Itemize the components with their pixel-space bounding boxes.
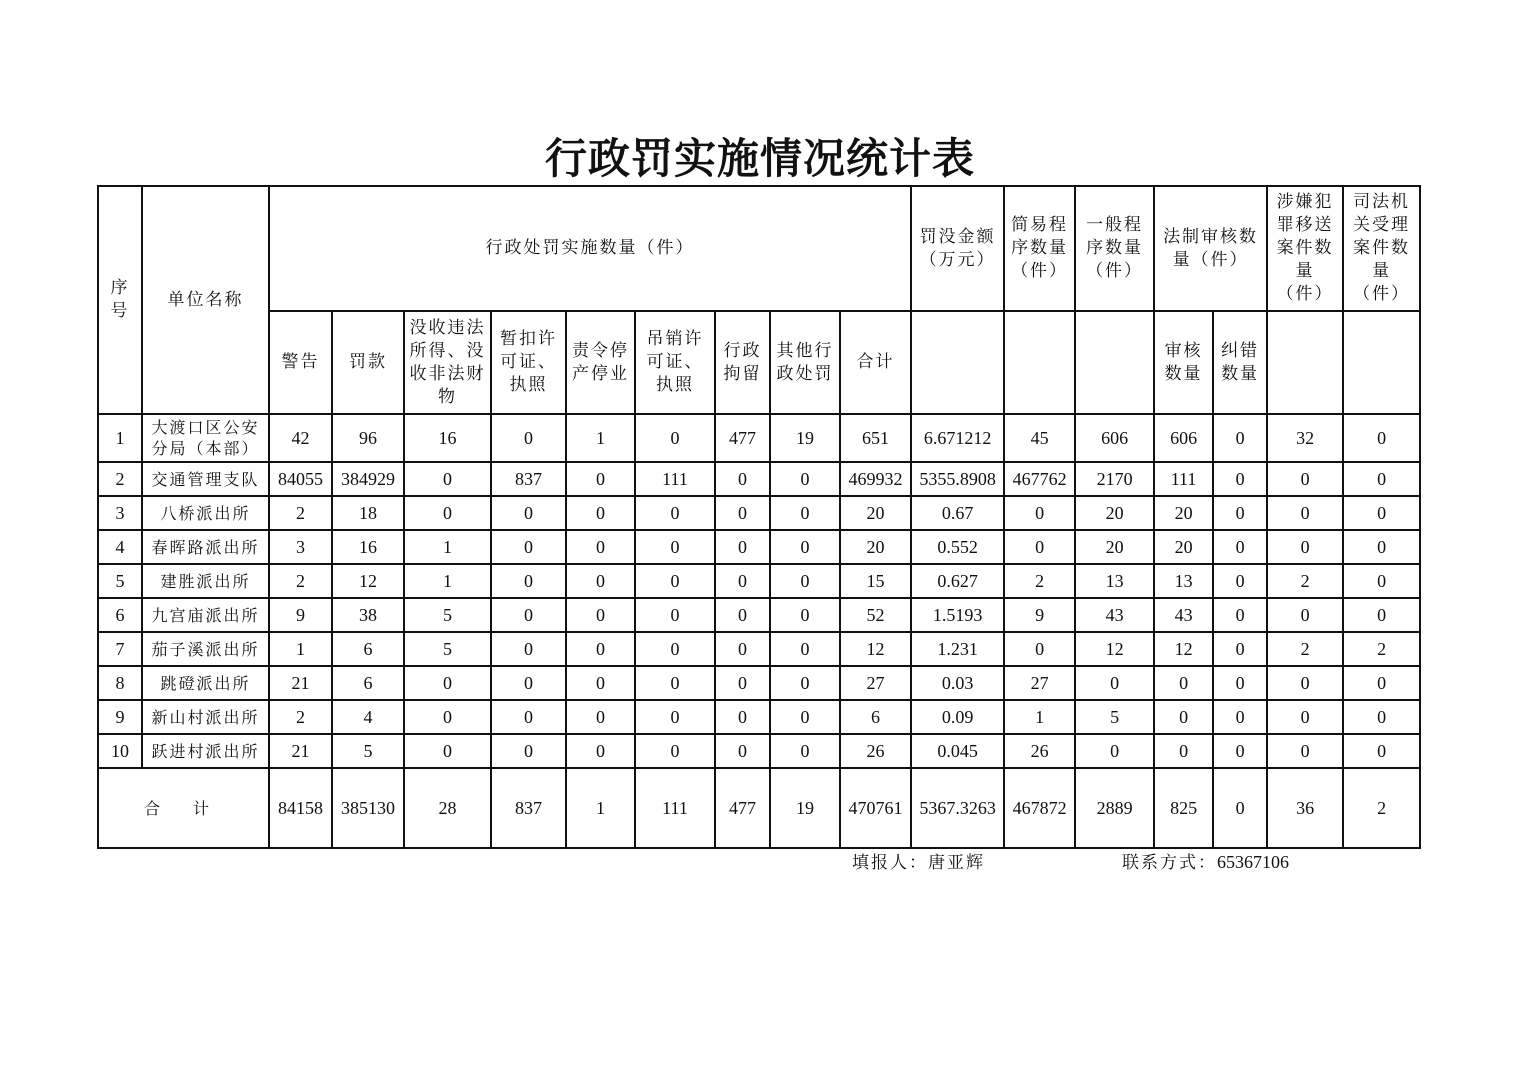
header-simple-procedure-text: 简易程序数量（件） (1011, 215, 1069, 281)
cell-general-procedure: 20 (1075, 496, 1154, 530)
cell-review-count: 43 (1154, 598, 1213, 632)
row-unit-name: 跃进村派出所 (142, 734, 269, 768)
cell-criminal-transfer: 2 (1267, 632, 1343, 666)
cell-confiscation: 0 (404, 462, 491, 496)
total-warning: 84158 (269, 768, 332, 848)
header-subtotal: 合计 (840, 311, 911, 414)
contact-label: 联系方式： (1122, 853, 1217, 873)
cell-correction-count: 0 (1213, 462, 1267, 496)
reporter-label: 填报人： (852, 853, 928, 873)
cell-fine: 5 (332, 734, 404, 768)
header-order-stop (566, 311, 635, 414)
cell-judicial-accept: 0 (1343, 496, 1420, 530)
cell-fine: 12 (332, 564, 404, 598)
row-unit-name: 八桥派出所 (142, 496, 269, 530)
header-review-count-text: 审核数量 (1164, 340, 1203, 384)
cell-subtotal: 20 (840, 530, 911, 564)
cell-general-procedure: 2170 (1075, 462, 1154, 496)
cell-judicial-accept: 0 (1343, 734, 1420, 768)
cell-correction-count: 0 (1213, 414, 1267, 462)
cell-review-count: 606 (1154, 414, 1213, 462)
cell-fine-amount: 0.09 (911, 700, 1004, 734)
cell-revoke-license: 111 (635, 462, 715, 496)
cell-suspend-license: 0 (491, 700, 566, 734)
header-correction-count-text: 纠错数量 (1221, 340, 1260, 384)
total-row (98, 768, 1420, 848)
cell-simple-procedure: 0 (1004, 632, 1075, 666)
cell-confiscation: 5 (404, 598, 491, 632)
total-correction-count: 0 (1213, 768, 1267, 848)
cell-subtotal: 27 (840, 666, 911, 700)
cell-fine-amount: 6.671212 (911, 414, 1004, 462)
cell-other: 0 (770, 462, 840, 496)
row-unit-name: 跳磴派出所 (142, 666, 269, 700)
cell-fine-amount: 1.231 (911, 632, 1004, 666)
cell-suspend-license: 0 (491, 496, 566, 530)
cell-order-stop: 0 (566, 632, 635, 666)
header-suspend-license (491, 311, 566, 414)
cell-order-stop: 0 (566, 462, 635, 496)
cell-review-count: 12 (1154, 632, 1213, 666)
header-confiscation-text: 没收违法所得、没收非法财物 (409, 317, 486, 407)
row-unit-name (142, 414, 269, 462)
row-unit-name: 交通管理支队 (142, 462, 269, 496)
cell-confiscation: 0 (404, 496, 491, 530)
cell-suspend-license: 0 (491, 414, 566, 462)
cell-subtotal: 15 (840, 564, 911, 598)
cell-suspend-license: 0 (491, 530, 566, 564)
cell-correction-count: 0 (1213, 530, 1267, 564)
cell-confiscation: 1 (404, 530, 491, 564)
total-detention: 477 (715, 768, 770, 848)
cell-warning: 42 (269, 414, 332, 462)
cell-fine-amount: 1.5193 (911, 598, 1004, 632)
cell-subtotal: 6 (840, 700, 911, 734)
cell-subtotal: 26 (840, 734, 911, 768)
cell-fine-amount: 5355.8908 (911, 462, 1004, 496)
cell-general-procedure: 0 (1075, 666, 1154, 700)
table-row (98, 414, 1420, 462)
cell-confiscation: 0 (404, 700, 491, 734)
cell-other: 0 (770, 564, 840, 598)
cell-judicial-accept: 0 (1343, 530, 1420, 564)
cell-judicial-accept: 2 (1343, 632, 1420, 666)
cell-simple-procedure: 1 (1004, 700, 1075, 734)
cell-fine-amount: 0.627 (911, 564, 1004, 598)
total-label: 合 计 (98, 768, 269, 848)
header-revoke-license (635, 311, 715, 414)
total-confiscation: 28 (404, 768, 491, 848)
header-simple-procedure (1004, 186, 1075, 311)
cell-fine: 16 (332, 530, 404, 564)
cell-revoke-license: 0 (635, 666, 715, 700)
cell-detention: 0 (715, 734, 770, 768)
header-simple-procedure-blank (1004, 311, 1075, 414)
cell-review-count: 20 (1154, 496, 1213, 530)
cell-warning: 3 (269, 530, 332, 564)
total-criminal-transfer: 36 (1267, 768, 1343, 848)
cell-order-stop: 0 (566, 734, 635, 768)
header-other (770, 311, 840, 414)
cell-order-stop: 1 (566, 414, 635, 462)
cell-criminal-transfer: 0 (1267, 700, 1343, 734)
cell-review-count: 0 (1154, 734, 1213, 768)
row-seq: 10 (98, 734, 142, 768)
cell-correction-count: 0 (1213, 632, 1267, 666)
header-warning: 警告 (269, 311, 332, 414)
cell-fine-amount: 0.552 (911, 530, 1004, 564)
header-criminal-transfer (1267, 186, 1343, 311)
cell-review-count: 13 (1154, 564, 1213, 598)
header-general-procedure (1075, 186, 1154, 311)
header-order-stop-text: 责令停产停业 (572, 340, 629, 384)
cell-other: 0 (770, 666, 840, 700)
header-fine-amount-blank (911, 311, 1004, 414)
header-judicial-accept-blank (1343, 311, 1420, 414)
cell-general-procedure: 20 (1075, 530, 1154, 564)
table-row (98, 666, 1420, 700)
row-seq: 7 (98, 632, 142, 666)
total-revoke-license: 111 (635, 768, 715, 848)
cell-revoke-license: 0 (635, 496, 715, 530)
cell-order-stop: 0 (566, 564, 635, 598)
statistics-table (97, 185, 1421, 849)
total-order-stop: 1 (566, 768, 635, 848)
cell-simple-procedure: 0 (1004, 530, 1075, 564)
header-unit-name: 单位名称 (142, 186, 269, 414)
total-fine: 385130 (332, 768, 404, 848)
header-detention (715, 311, 770, 414)
cell-criminal-transfer: 0 (1267, 530, 1343, 564)
cell-judicial-accept: 0 (1343, 414, 1420, 462)
total-judicial-accept: 2 (1343, 768, 1420, 848)
page-title: 行政罚实施情况统计表 (544, 134, 975, 183)
row-unit-name: 茄子溪派出所 (142, 632, 269, 666)
cell-criminal-transfer: 0 (1267, 598, 1343, 632)
table-row (98, 462, 1420, 496)
row-seq: 5 (98, 564, 142, 598)
cell-general-procedure: 606 (1075, 414, 1154, 462)
cell-fine: 96 (332, 414, 404, 462)
cell-suspend-license: 0 (491, 734, 566, 768)
cell-confiscation: 16 (404, 414, 491, 462)
cell-fine: 38 (332, 598, 404, 632)
row-seq: 1 (98, 414, 142, 462)
cell-other: 0 (770, 496, 840, 530)
header-suspend-license-text: 暂扣许可证、执照 (500, 329, 557, 395)
cell-judicial-accept: 0 (1343, 700, 1420, 734)
cell-review-count: 0 (1154, 700, 1213, 734)
cell-revoke-license: 0 (635, 632, 715, 666)
cell-confiscation: 1 (404, 564, 491, 598)
cell-detention: 0 (715, 564, 770, 598)
cell-confiscation: 5 (404, 632, 491, 666)
cell-simple-procedure: 26 (1004, 734, 1075, 768)
cell-revoke-license: 0 (635, 414, 715, 462)
cell-subtotal: 651 (840, 414, 911, 462)
header-confiscation (404, 311, 491, 414)
cell-simple-procedure: 27 (1004, 666, 1075, 700)
table-row (98, 632, 1420, 666)
cell-detention: 0 (715, 632, 770, 666)
cell-warning: 21 (269, 666, 332, 700)
cell-subtotal: 469932 (840, 462, 911, 496)
header-criminal-transfer-text: 涉嫌犯罪移送案件数量（件） (1276, 192, 1334, 304)
cell-fine-amount: 0.67 (911, 496, 1004, 530)
cell-simple-procedure: 9 (1004, 598, 1075, 632)
cell-revoke-license: 0 (635, 564, 715, 598)
cell-order-stop: 0 (566, 666, 635, 700)
reporter (852, 848, 985, 873)
cell-fine-amount: 0.045 (911, 734, 1004, 768)
cell-general-procedure: 12 (1075, 632, 1154, 666)
cell-other: 19 (770, 414, 840, 462)
row-unit-name: 新山村派出所 (142, 700, 269, 734)
cell-simple-procedure: 0 (1004, 496, 1075, 530)
cell-criminal-transfer: 2 (1267, 564, 1343, 598)
row-seq: 6 (98, 598, 142, 632)
header-legal-review-group (1154, 186, 1267, 311)
header-general-procedure-blank (1075, 311, 1154, 414)
cell-judicial-accept: 0 (1343, 564, 1420, 598)
cell-judicial-accept: 0 (1343, 598, 1420, 632)
cell-suspend-license: 0 (491, 598, 566, 632)
row-unit-name: 春晖路派出所 (142, 530, 269, 564)
contact (1122, 848, 1289, 873)
row-seq: 9 (98, 700, 142, 734)
header-penalty-count-group: 行政处罚实施数量（件） (269, 186, 911, 311)
table-row (98, 598, 1420, 632)
cell-simple-procedure: 467762 (1004, 462, 1075, 496)
cell-correction-count: 0 (1213, 666, 1267, 700)
table-row (98, 530, 1420, 564)
cell-fine: 384929 (332, 462, 404, 496)
header-review-count (1154, 311, 1213, 414)
cell-other: 0 (770, 734, 840, 768)
cell-warning: 9 (269, 598, 332, 632)
cell-detention: 0 (715, 462, 770, 496)
cell-other: 0 (770, 530, 840, 564)
row-unit-name-text: 大渡口区公安分局（本部） (151, 418, 260, 458)
header-seq (98, 186, 142, 414)
cell-simple-procedure: 45 (1004, 414, 1075, 462)
reporter-name: 唐亚辉 (928, 853, 985, 873)
table-row (98, 700, 1420, 734)
cell-review-count: 111 (1154, 462, 1213, 496)
cell-general-procedure: 43 (1075, 598, 1154, 632)
cell-warning: 2 (269, 496, 332, 530)
total-simple-procedure: 467872 (1004, 768, 1075, 848)
cell-judicial-accept: 0 (1343, 666, 1420, 700)
cell-criminal-transfer: 0 (1267, 462, 1343, 496)
cell-warning: 2 (269, 700, 332, 734)
header-legal-review-text: 法制审核数量（件） (1163, 226, 1259, 270)
header-criminal-transfer-blank (1267, 311, 1343, 414)
header-judicial-accept-text: 司法机关受理案件数量（件） (1353, 192, 1411, 304)
cell-general-procedure: 13 (1075, 564, 1154, 598)
cell-fine-amount: 0.03 (911, 666, 1004, 700)
header-revoke-license-text: 吊销许可证、执照 (646, 329, 704, 395)
cell-correction-count: 0 (1213, 700, 1267, 734)
cell-revoke-license: 0 (635, 530, 715, 564)
total-other: 19 (770, 768, 840, 848)
cell-review-count: 0 (1154, 666, 1213, 700)
cell-simple-procedure: 2 (1004, 564, 1075, 598)
cell-warning: 2 (269, 564, 332, 598)
row-seq: 3 (98, 496, 142, 530)
cell-fine: 6 (332, 666, 404, 700)
table-row (98, 734, 1420, 768)
cell-other: 0 (770, 700, 840, 734)
cell-correction-count: 0 (1213, 598, 1267, 632)
contact-phone: 65367106 (1217, 852, 1289, 872)
cell-correction-count: 0 (1213, 496, 1267, 530)
row-unit-name: 九宫庙派出所 (142, 598, 269, 632)
cell-detention: 0 (715, 666, 770, 700)
cell-general-procedure: 0 (1075, 734, 1154, 768)
cell-fine: 6 (332, 632, 404, 666)
total-general-procedure: 2889 (1075, 768, 1154, 848)
cell-detention: 0 (715, 530, 770, 564)
cell-warning: 1 (269, 632, 332, 666)
header-fine-amount (911, 186, 1004, 311)
cell-other: 0 (770, 632, 840, 666)
table-row (98, 496, 1420, 530)
cell-subtotal: 20 (840, 496, 911, 530)
cell-warning: 21 (269, 734, 332, 768)
cell-criminal-transfer: 0 (1267, 496, 1343, 530)
row-seq: 8 (98, 666, 142, 700)
header-fine-amount-text: 罚没金额（万元） (919, 226, 996, 270)
cell-confiscation: 0 (404, 666, 491, 700)
header-correction-count (1213, 311, 1267, 414)
cell-subtotal: 52 (840, 598, 911, 632)
total-suspend-license: 837 (491, 768, 566, 848)
cell-criminal-transfer: 0 (1267, 734, 1343, 768)
total-subtotal: 470761 (840, 768, 911, 848)
header-judicial-accept (1343, 186, 1420, 311)
header-fine: 罚款 (332, 311, 404, 414)
cell-suspend-license: 837 (491, 462, 566, 496)
cell-detention: 0 (715, 700, 770, 734)
total-fine-amount: 5367.3263 (911, 768, 1004, 848)
cell-detention: 0 (715, 496, 770, 530)
cell-suspend-license: 0 (491, 564, 566, 598)
total-review-count: 825 (1154, 768, 1213, 848)
header-detention-text: 行政拘留 (723, 340, 762, 384)
header-general-procedure-text: 一般程序数量（件） (1086, 215, 1144, 281)
cell-subtotal: 12 (840, 632, 911, 666)
cell-suspend-license: 0 (491, 632, 566, 666)
cell-order-stop: 0 (566, 700, 635, 734)
cell-criminal-transfer: 32 (1267, 414, 1343, 462)
cell-warning: 84055 (269, 462, 332, 496)
cell-general-procedure: 5 (1075, 700, 1154, 734)
cell-review-count: 20 (1154, 530, 1213, 564)
cell-confiscation: 0 (404, 734, 491, 768)
row-unit-name: 建胜派出所 (142, 564, 269, 598)
cell-fine: 4 (332, 700, 404, 734)
cell-criminal-transfer: 0 (1267, 666, 1343, 700)
header-other-text: 其他行政处罚 (776, 340, 834, 384)
cell-order-stop: 0 (566, 598, 635, 632)
cell-revoke-license: 0 (635, 734, 715, 768)
cell-correction-count: 0 (1213, 564, 1267, 598)
cell-other: 0 (770, 598, 840, 632)
cell-suspend-license: 0 (491, 666, 566, 700)
cell-order-stop: 0 (566, 496, 635, 530)
cell-detention: 0 (715, 598, 770, 632)
cell-detention: 477 (715, 414, 770, 462)
cell-correction-count: 0 (1213, 734, 1267, 768)
table-row (98, 564, 1420, 598)
row-seq: 4 (98, 530, 142, 564)
header-seq-text: 序号 (110, 278, 130, 321)
cell-judicial-accept: 0 (1343, 462, 1420, 496)
cell-order-stop: 0 (566, 530, 635, 564)
cell-revoke-license: 0 (635, 598, 715, 632)
row-seq: 2 (98, 462, 142, 496)
cell-revoke-license: 0 (635, 700, 715, 734)
cell-fine: 18 (332, 496, 404, 530)
footer (0, 848, 1520, 872)
